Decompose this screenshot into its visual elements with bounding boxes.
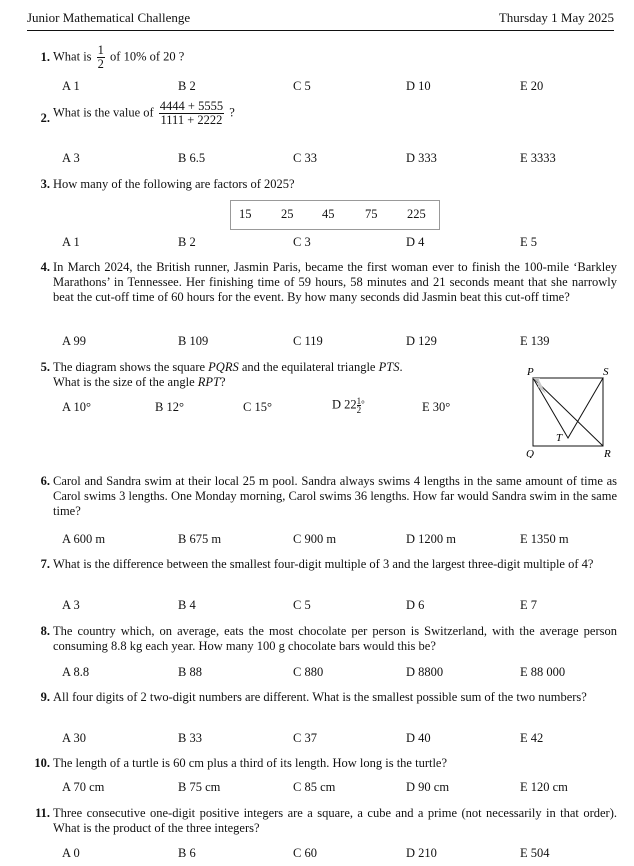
label-q: Q xyxy=(526,448,534,458)
question-8 xyxy=(28,624,618,684)
option-c[interactable]: C 37 xyxy=(293,731,317,745)
question-number: 10. xyxy=(34,756,50,770)
line-pr xyxy=(533,378,603,446)
option-e[interactable]: E 504 xyxy=(520,846,550,860)
square-triangle-diagram xyxy=(518,366,618,458)
option-b[interactable]: B 109 xyxy=(178,334,209,348)
option-e[interactable]: E 3333 xyxy=(520,151,556,165)
label-s: S xyxy=(603,366,609,378)
question-number: 6. xyxy=(40,474,50,488)
question-6 xyxy=(28,474,618,550)
question-text: What is the value of $\frac{4444 + 5555}{1111 + 2222}$ ? xyxy=(53,99,235,127)
option-d[interactable]: D 22 $\frac{1}{2}$ ° xyxy=(332,396,365,415)
option-b[interactable]: B 33 xyxy=(178,731,202,745)
option-d[interactable]: D 10 xyxy=(406,79,431,93)
option-a[interactable]: A 3 xyxy=(62,598,80,612)
question-10 xyxy=(28,756,618,796)
option-b[interactable]: B 2 xyxy=(178,79,196,93)
question-9 xyxy=(28,690,618,750)
question-text: Three consecutive one-digit positive integers are a square, a cube and a prime (not necessarily in that order). What is the product of the three integers? xyxy=(53,806,617,835)
option-a[interactable]: A 0 xyxy=(62,846,80,860)
triangle-pts xyxy=(533,378,603,438)
answer-options xyxy=(28,780,628,795)
question-4 xyxy=(28,260,618,350)
option-a[interactable]: A 99 xyxy=(62,334,86,348)
option-c[interactable]: C 119 xyxy=(293,334,323,348)
question-number: 5. xyxy=(40,360,50,374)
option-b[interactable]: B 12° xyxy=(155,400,184,414)
paper-title: Junior Mathematical Challenge xyxy=(27,10,191,25)
option-a[interactable]: A 70 cm xyxy=(62,780,105,794)
option-e[interactable]: E 139 xyxy=(520,334,550,348)
answer-options xyxy=(28,79,628,94)
option-d[interactable]: D 1200 m xyxy=(406,532,456,546)
answer-options xyxy=(28,731,628,746)
option-b[interactable]: B 2 xyxy=(178,235,196,249)
question-text: What is $\frac{1}{2}$ of 10% of 20 ? xyxy=(53,43,185,71)
option-b[interactable]: B 6 xyxy=(178,846,196,860)
option-c[interactable]: C 880 xyxy=(293,665,324,679)
option-a[interactable]: A 3 xyxy=(62,151,80,165)
question-number: 3. xyxy=(40,177,50,191)
question-text: The diagram shows the square PQRS and the equilateral triangle PTS. What is the size of the angle RPT? xyxy=(53,360,403,389)
option-d[interactable]: D 8800 xyxy=(406,665,444,679)
option-b[interactable]: B 88 xyxy=(178,665,202,679)
answer-options xyxy=(28,846,628,861)
question-text: What is the difference between the smallest four-digit multiple of 3 and the largest three-digit multiple of 4? xyxy=(53,557,594,571)
option-d[interactable]: D 90 cm xyxy=(406,780,450,794)
question-1 xyxy=(28,41,618,93)
option-b[interactable]: B 75 cm xyxy=(178,780,221,794)
option-a[interactable]: A 600 m xyxy=(62,532,106,546)
question-number: 11. xyxy=(35,806,50,820)
question-3 xyxy=(28,177,618,193)
option-b[interactable]: B 4 xyxy=(178,598,196,612)
question-number: 9. xyxy=(40,690,50,704)
option-e[interactable]: E 1350 m xyxy=(520,532,569,546)
question-text: The length of a turtle is 60 cm plus a third of its length. How long is the turtle? xyxy=(53,756,448,770)
header-rule xyxy=(27,30,614,31)
option-e[interactable]: E 7 xyxy=(520,598,538,612)
angle-rpt-shade xyxy=(538,378,546,394)
option-a[interactable]: A 10° xyxy=(62,400,91,414)
question-number: 2. xyxy=(40,111,50,125)
answer-options xyxy=(28,598,628,613)
answer-options xyxy=(28,334,628,349)
factor-value: 75 xyxy=(365,207,378,221)
option-e[interactable]: E 120 cm xyxy=(520,780,568,794)
answer-options xyxy=(28,665,628,680)
option-c[interactable]: C 15° xyxy=(243,400,272,414)
question-number: 8. xyxy=(40,624,50,638)
answer-options xyxy=(28,235,628,250)
option-b[interactable]: B 6.5 xyxy=(178,151,206,165)
question-text: All four digits of 2 two-digit numbers are different. What is the smallest possible sum of the two numbers? xyxy=(53,690,587,704)
option-d[interactable]: D 40 xyxy=(406,731,431,745)
option-a[interactable]: A 30 xyxy=(62,731,86,745)
option-e[interactable]: E 88 000 xyxy=(520,665,566,679)
option-c[interactable]: C 5 xyxy=(293,79,311,93)
question-2 xyxy=(28,100,618,168)
option-c[interactable]: C 5 xyxy=(293,598,311,612)
option-c[interactable]: C 85 cm xyxy=(293,780,336,794)
option-c[interactable]: C 3 xyxy=(293,235,311,249)
fraction: $\frac{1}{2}$ xyxy=(97,43,104,71)
option-a[interactable]: A 1 xyxy=(62,79,80,93)
question-7 xyxy=(28,557,618,617)
option-e[interactable]: E 30° xyxy=(422,400,451,414)
label-p: P xyxy=(527,366,534,378)
question-number: 4. xyxy=(40,260,50,274)
answer-options xyxy=(28,151,628,166)
option-d[interactable]: D 6 xyxy=(406,598,425,612)
option-b[interactable]: B 675 m xyxy=(178,532,222,546)
option-e[interactable]: E 42 xyxy=(520,731,544,745)
option-a[interactable]: A 8.8 xyxy=(62,665,90,679)
paper-date: Thursday 1 May 2025 xyxy=(498,10,614,25)
option-e[interactable]: E 20 xyxy=(520,79,544,93)
factor-value: 25 xyxy=(281,207,294,221)
option-d[interactable]: D 333 xyxy=(406,151,437,165)
factors-box xyxy=(230,200,440,230)
question-11 xyxy=(28,806,618,864)
option-c[interactable]: C 60 xyxy=(293,846,317,860)
answer-options xyxy=(28,532,628,547)
question-number: 7. xyxy=(40,557,50,571)
question-text: Carol and Sandra swim at their local 25 m pool. Sandra always swims 4 lengths in the same amount of time as Carol swims 3 lengths. One Monday morning, Carol swims 36 lengths. How far would Sandra swim in the same time? xyxy=(53,474,617,518)
label-t: T xyxy=(556,432,563,444)
question-text: How many of the following are factors of 2025? xyxy=(53,177,295,191)
question-number: 1. xyxy=(40,50,50,64)
factor-value: 225 xyxy=(407,207,426,221)
question-3-options xyxy=(28,235,618,251)
question-text: In March 2024, the British runner, Jasmin Paris, became the first woman ever to finish the 100-mile ‘Barkley Marathons’ in Tennessee. Her finishing time of 59 hours, 58 minutes and 21 seconds meant that she narrowly beat the cut-off time of 60 hours for the event. By how many seconds did Jasmin beat this cut-off time? xyxy=(53,260,617,304)
option-c[interactable]: C 900 m xyxy=(293,532,337,546)
option-d[interactable]: D 4 xyxy=(406,235,425,249)
factor-value: 45 xyxy=(322,207,335,221)
option-e[interactable]: E 5 xyxy=(520,235,538,249)
option-a[interactable]: A 1 xyxy=(62,235,80,249)
fraction: $\frac{4444 + 5555}{1111 + 2222}$ xyxy=(159,99,224,127)
label-r: R xyxy=(604,448,611,458)
option-d[interactable]: D 129 xyxy=(406,334,437,348)
option-d[interactable]: D 210 xyxy=(406,846,437,860)
option-c[interactable]: C 33 xyxy=(293,151,317,165)
question-text: The country which, on average, eats the most chocolate per person is Switzerland, with the average person consuming 8.8 kg each year. How many 100 g chocolate bars would this be? xyxy=(53,624,617,653)
factor-value: 15 xyxy=(239,207,252,221)
